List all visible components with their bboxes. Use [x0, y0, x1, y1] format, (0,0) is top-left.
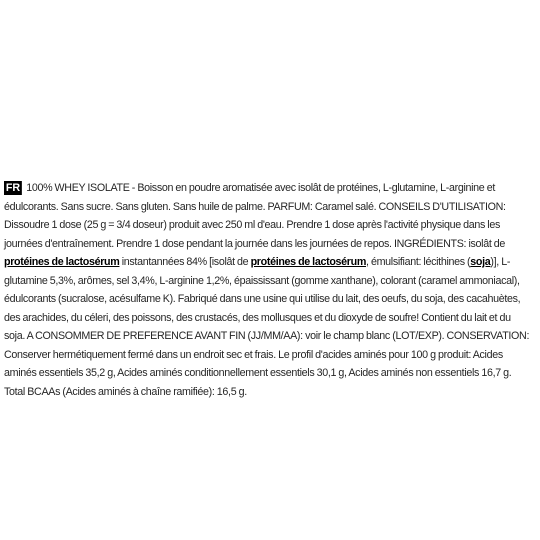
product-label-text [4, 179, 532, 401]
label-text-segment: )], L-glutamine 5,3%, arômes, sel 3,4%, L-arginine 1,2%, épaississant (gomme xanthane), colorant (caramel ammoniacal), édulcorants (sucralose, acésulfame K). Fabriqué dans une usine qui utilise du lait, des oeufs, du soja, des cacahuètes, des arachides, du céleri, des poissons, des crustacés, des mollusques et du dioxyde de soufre! Contient du lait et du soja. A CONSOMMER DE PREFERENCE AVANT FIN (JJ/MM/AA): voir le champ blanc (LOT/EXP). CONSERVATION: Conserver hermétiquement fermé dans un endroit sec et frais. Le profil d'acides aminés pour 100 g produit: Acides aminés essentiels 35,2 g, Acides aminés conditionnellement essentiels 30,1 g, Acides aminés non essentiels 16,7 g. Total BCAAs (Acides aminés à chaîne ramifiée): 16,5 g. [4, 256, 530, 398]
language-badge: FR [5, 182, 21, 194]
label-text-segment: instantannées 84% [isolât de [119, 256, 251, 268]
allergen-highlight: soja [470, 256, 491, 268]
allergen-highlight: protéines de lactosérum [4, 256, 120, 268]
allergen-highlight: protéines de lactosérum [250, 256, 367, 268]
label-text-segment: 100% WHEY ISOLATE - Boisson en poudre aromatisée avec isolât de protéines, L-glutamine, L-arginine et édulcorants. Sans sucre. Sans gluten. Sans huile de palme. PARFUM: Caramel salé. CONSEILS D'UTILISATION: Dissoudre 1 dose (25 g = 3/4 doseur) produit avec 250 ml d'eau. Prendre 1 dose après l'activité physique dans les journées d'entraînement. Prendre 1 dose pendant la journée dans les journées de repos. INGRÉDIENTS: isolât de [4, 182, 506, 250]
label-text-segment: , émulsifiant: lécithines ( [366, 256, 471, 268]
